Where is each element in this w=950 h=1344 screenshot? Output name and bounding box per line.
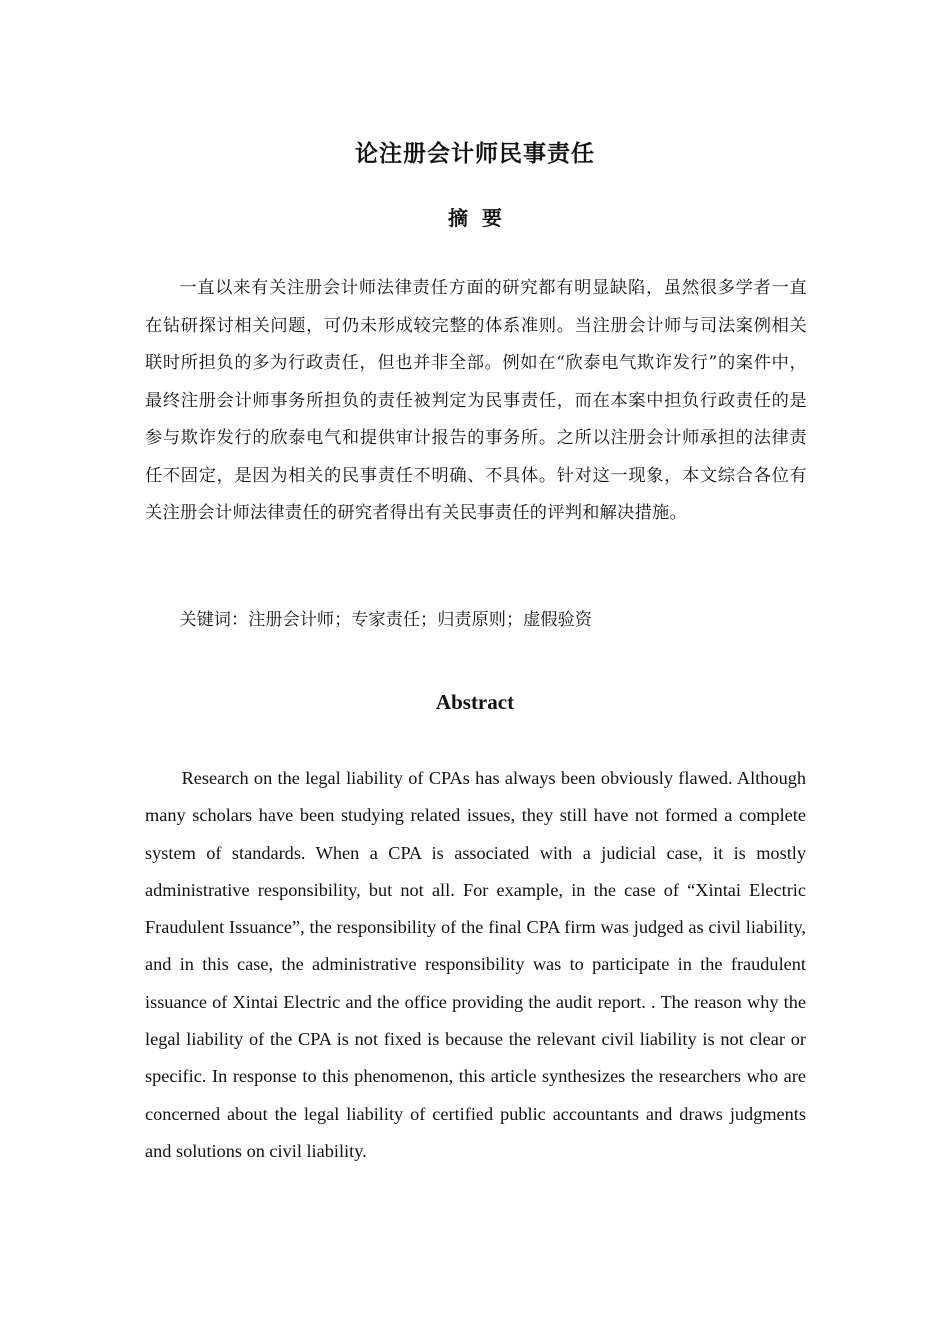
abstract-heading-english: Abstract bbox=[435, 690, 515, 714]
page-title: 论注册会计师民事责任 bbox=[355, 141, 595, 167]
abstract-heading-chinese: 摘 要 bbox=[448, 206, 502, 230]
abstract-body-chinese: 一直以来有关注册会计师法律责任方面的研究都有明显缺陷，虽然很多学者一直在钻研探讨相关问题，可仍未形成较完整的体系准则。当注册会计师与司法案例相关联时所担负的多为行政责任，但也并非全部。例如在“欣泰电气欺诈发行”的案件中，最终注册会计师事务所担负的责任被判定为民事责任，而在本案中担负行政责任的是参与欺诈发行的欣泰电气和提供审计报告的事务所。之所以注册会计师承担的法律责任不固定，是因为相关的民事责任不明确、不具体。针对这一现象，本文综合各位有关注册会计师法律责任的研究者得出有关民事责任的评判和解决措施。 bbox=[145, 278, 807, 523]
keywords-line: 关键词：注册会计师；专家责任；归责原则；虚假验资 bbox=[179, 610, 592, 630]
abstract-body-english: Research on the legal liability of CPAs has always been obviously flawed. Although many scholars have been studying related issues, they still have not formed a complete system of standards. When a CPA is associated with a judicial case, it is mostly administrative responsibility, but not all. For example, in the case of “Xintai Electric Fraudulent Issuance”, the responsibility of the final CPA firm was judged as civil liability, and in this case, the administrative responsibility was to participate in the fraudulent issuance of Xintai Electric and the office providing the audit report. . The reason why the legal liability of the CPA is not fixed is because the relevant civil liability is not clear or specific. In response to this phenomenon, this article synthesizes the researchers who are concerned about the legal liability of certified public accountants and draws judgments and solutions on civil liability. bbox=[145, 768, 806, 1161]
